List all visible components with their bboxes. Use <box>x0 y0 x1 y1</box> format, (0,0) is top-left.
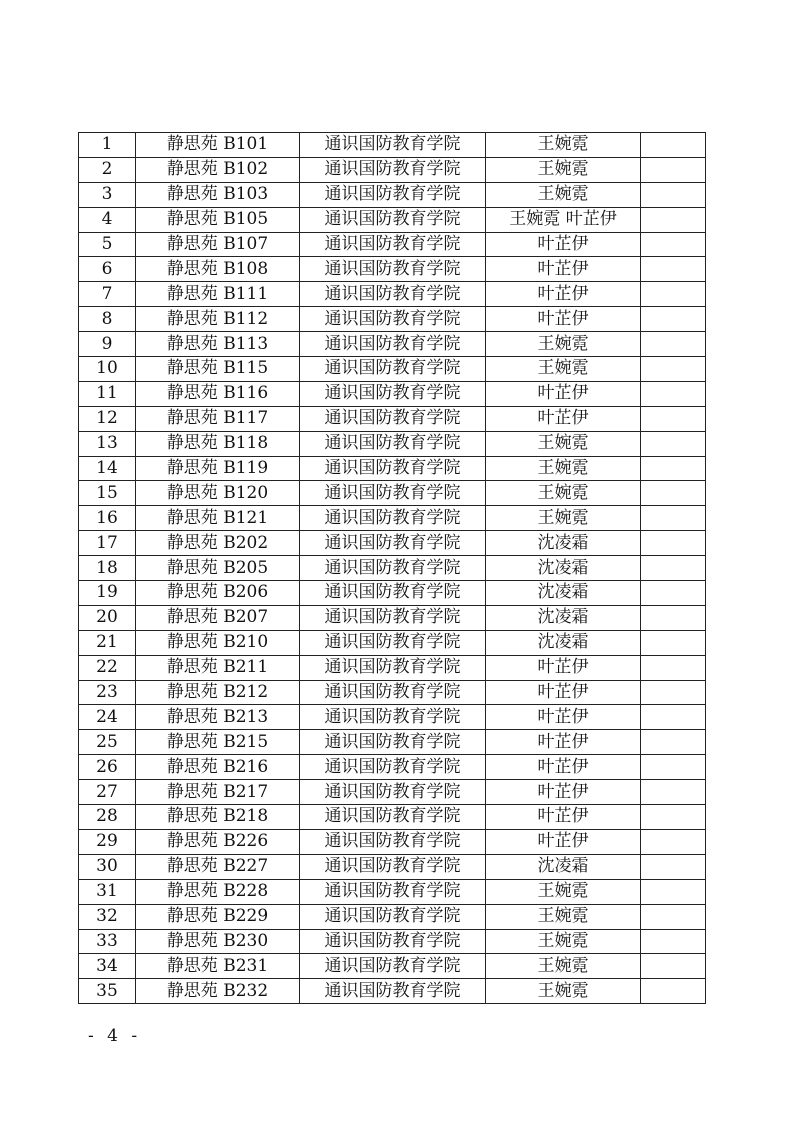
staff-name-cell: 叶芷伊 <box>486 805 641 830</box>
row-number-cell: 1 <box>79 133 136 158</box>
table-row <box>79 755 706 780</box>
note-cell <box>641 780 706 805</box>
row-number-cell: 18 <box>79 556 136 581</box>
dorm-room-cell: 静思苑 B107 <box>136 232 300 257</box>
row-number-cell: 13 <box>79 431 136 456</box>
college-cell: 通识国防教育学院 <box>300 207 486 232</box>
note-cell <box>641 207 706 232</box>
row-number-cell: 21 <box>79 630 136 655</box>
row-number-cell: 20 <box>79 605 136 630</box>
dorm-room-cell: 静思苑 B228 <box>136 879 300 904</box>
college-cell: 通识国防教育学院 <box>300 879 486 904</box>
dorm-room-cell: 静思苑 B117 <box>136 406 300 431</box>
table-row <box>79 705 706 730</box>
staff-name-cell: 叶芷伊 <box>486 307 641 332</box>
staff-name-cell: 叶芷伊 <box>486 406 641 431</box>
row-number-cell: 4 <box>79 207 136 232</box>
dorm-room-cell: 静思苑 B103 <box>136 182 300 207</box>
staff-name-cell: 王婉霓 叶芷伊 <box>486 207 641 232</box>
dorm-room-cell: 静思苑 B215 <box>136 730 300 755</box>
dorm-room-cell: 静思苑 B227 <box>136 854 300 879</box>
row-number-cell: 3 <box>79 182 136 207</box>
note-cell <box>641 605 706 630</box>
table-row <box>79 282 706 307</box>
dorm-room-cell: 静思苑 B226 <box>136 829 300 854</box>
note-cell <box>641 406 706 431</box>
college-cell: 通识国防教育学院 <box>300 531 486 556</box>
college-cell: 通识国防教育学院 <box>300 157 486 182</box>
row-number-cell: 33 <box>79 929 136 954</box>
college-cell: 通识国防教育学院 <box>300 581 486 606</box>
note-cell <box>641 481 706 506</box>
row-number-cell: 22 <box>79 655 136 680</box>
staff-name-cell: 叶芷伊 <box>486 257 641 282</box>
dorm-room-cell: 静思苑 B119 <box>136 456 300 481</box>
dorm-room-cell: 静思苑 B101 <box>136 133 300 158</box>
dorm-room-cell: 静思苑 B212 <box>136 680 300 705</box>
note-cell <box>641 904 706 929</box>
note-cell <box>641 332 706 357</box>
college-cell: 通识国防教育学院 <box>300 406 486 431</box>
table-row <box>79 854 706 879</box>
dormitory-roster-table <box>78 132 706 1004</box>
row-number-cell: 35 <box>79 979 136 1004</box>
dorm-room-cell: 静思苑 B111 <box>136 282 300 307</box>
college-cell: 通识国防教育学院 <box>300 282 486 307</box>
staff-name-cell: 叶芷伊 <box>486 232 641 257</box>
staff-name-cell: 叶芷伊 <box>486 730 641 755</box>
college-cell: 通识国防教育学院 <box>300 805 486 830</box>
staff-name-cell: 叶芷伊 <box>486 780 641 805</box>
note-cell <box>641 456 706 481</box>
table-row <box>79 257 706 282</box>
dorm-room-cell: 静思苑 B205 <box>136 556 300 581</box>
note-cell <box>641 133 706 158</box>
row-number-cell: 7 <box>79 282 136 307</box>
dorm-room-cell: 静思苑 B211 <box>136 655 300 680</box>
college-cell: 通识国防教育学院 <box>300 307 486 332</box>
row-number-cell: 15 <box>79 481 136 506</box>
table-row <box>79 207 706 232</box>
staff-name-cell: 沈凌霜 <box>486 854 641 879</box>
table-row <box>79 381 706 406</box>
row-number-cell: 29 <box>79 829 136 854</box>
dorm-room-cell: 静思苑 B115 <box>136 357 300 382</box>
dorm-room-cell: 静思苑 B118 <box>136 431 300 456</box>
dorm-room-cell: 静思苑 B232 <box>136 979 300 1004</box>
row-number-cell: 28 <box>79 805 136 830</box>
row-number-cell: 5 <box>79 232 136 257</box>
row-number-cell: 31 <box>79 879 136 904</box>
staff-name-cell: 王婉霓 <box>486 506 641 531</box>
roster-table-body <box>79 133 706 1004</box>
note-cell <box>641 431 706 456</box>
college-cell: 通识国防教育学院 <box>300 357 486 382</box>
note-cell <box>641 705 706 730</box>
staff-name-cell: 王婉霓 <box>486 182 641 207</box>
staff-name-cell: 叶芷伊 <box>486 755 641 780</box>
table-row <box>79 406 706 431</box>
note-cell <box>641 755 706 780</box>
note-cell <box>641 381 706 406</box>
college-cell: 通识国防教育学院 <box>300 431 486 456</box>
college-cell: 通识国防教育学院 <box>300 133 486 158</box>
row-number-cell: 26 <box>79 755 136 780</box>
row-number-cell: 34 <box>79 954 136 979</box>
table-row <box>79 431 706 456</box>
dorm-room-cell: 静思苑 B231 <box>136 954 300 979</box>
row-number-cell: 2 <box>79 157 136 182</box>
table-row <box>79 456 706 481</box>
staff-name-cell: 沈凌霜 <box>486 630 641 655</box>
note-cell <box>641 854 706 879</box>
note-cell <box>641 182 706 207</box>
table-row <box>79 680 706 705</box>
note-cell <box>641 630 706 655</box>
staff-name-cell: 沈凌霜 <box>486 556 641 581</box>
staff-name-cell: 王婉霓 <box>486 929 641 954</box>
dorm-room-cell: 静思苑 B213 <box>136 705 300 730</box>
note-cell <box>641 929 706 954</box>
note-cell <box>641 829 706 854</box>
row-number-cell: 17 <box>79 531 136 556</box>
dorm-room-cell: 静思苑 B218 <box>136 805 300 830</box>
staff-name-cell: 沈凌霜 <box>486 531 641 556</box>
staff-name-cell: 王婉霓 <box>486 332 641 357</box>
row-number-cell: 30 <box>79 854 136 879</box>
college-cell: 通识国防教育学院 <box>300 979 486 1004</box>
row-number-cell: 32 <box>79 904 136 929</box>
college-cell: 通识国防教育学院 <box>300 332 486 357</box>
table-row <box>79 655 706 680</box>
staff-name-cell: 王婉霓 <box>486 954 641 979</box>
table-row <box>79 879 706 904</box>
row-number-cell: 25 <box>79 730 136 755</box>
row-number-cell: 12 <box>79 406 136 431</box>
dorm-room-cell: 静思苑 B229 <box>136 904 300 929</box>
college-cell: 通识国防教育学院 <box>300 456 486 481</box>
table-row <box>79 979 706 1004</box>
table-row <box>79 730 706 755</box>
staff-name-cell: 叶芷伊 <box>486 381 641 406</box>
table-row <box>79 232 706 257</box>
college-cell: 通识国防教育学院 <box>300 481 486 506</box>
note-cell <box>641 805 706 830</box>
note-cell <box>641 506 706 531</box>
dorm-room-cell: 静思苑 B216 <box>136 755 300 780</box>
table-row <box>79 581 706 606</box>
row-number-cell: 24 <box>79 705 136 730</box>
college-cell: 通识国防教育学院 <box>300 954 486 979</box>
table-row <box>79 556 706 581</box>
dorm-room-cell: 静思苑 B210 <box>136 630 300 655</box>
note-cell <box>641 979 706 1004</box>
college-cell: 通识国防教育学院 <box>300 829 486 854</box>
row-number-cell: 16 <box>79 506 136 531</box>
table-row <box>79 332 706 357</box>
table-row <box>79 182 706 207</box>
row-number-cell: 9 <box>79 332 136 357</box>
college-cell: 通识国防教育学院 <box>300 730 486 755</box>
dorm-room-cell: 静思苑 B105 <box>136 207 300 232</box>
row-number-cell: 8 <box>79 307 136 332</box>
table-row <box>79 531 706 556</box>
college-cell: 通识国防教育学院 <box>300 630 486 655</box>
note-cell <box>641 307 706 332</box>
college-cell: 通识国防教育学院 <box>300 182 486 207</box>
staff-name-cell: 王婉霓 <box>486 979 641 1004</box>
college-cell: 通识国防教育学院 <box>300 506 486 531</box>
dorm-room-cell: 静思苑 B108 <box>136 257 300 282</box>
dorm-room-cell: 静思苑 B116 <box>136 381 300 406</box>
staff-name-cell: 沈凌霜 <box>486 605 641 630</box>
table-row <box>79 357 706 382</box>
staff-name-cell: 王婉霓 <box>486 879 641 904</box>
dorm-room-cell: 静思苑 B230 <box>136 929 300 954</box>
staff-name-cell: 叶芷伊 <box>486 829 641 854</box>
dorm-room-cell: 静思苑 B121 <box>136 506 300 531</box>
note-cell <box>641 680 706 705</box>
college-cell: 通识国防教育学院 <box>300 780 486 805</box>
row-number-cell: 27 <box>79 780 136 805</box>
row-number-cell: 11 <box>79 381 136 406</box>
dorm-room-cell: 静思苑 B217 <box>136 780 300 805</box>
college-cell: 通识国防教育学院 <box>300 680 486 705</box>
table-row <box>79 929 706 954</box>
college-cell: 通识国防教育学院 <box>300 929 486 954</box>
page-number: - 4 - <box>88 1026 142 1046</box>
table-row <box>79 805 706 830</box>
row-number-cell: 23 <box>79 680 136 705</box>
note-cell <box>641 556 706 581</box>
college-cell: 通识国防教育学院 <box>300 257 486 282</box>
staff-name-cell: 王婉霓 <box>486 157 641 182</box>
note-cell <box>641 357 706 382</box>
college-cell: 通识国防教育学院 <box>300 755 486 780</box>
row-number-cell: 6 <box>79 257 136 282</box>
staff-name-cell: 王婉霓 <box>486 904 641 929</box>
table-row <box>79 780 706 805</box>
staff-name-cell: 王婉霓 <box>486 133 641 158</box>
note-cell <box>641 879 706 904</box>
table-row <box>79 904 706 929</box>
note-cell <box>641 655 706 680</box>
note-cell <box>641 531 706 556</box>
row-number-cell: 10 <box>79 357 136 382</box>
table-row <box>79 133 706 158</box>
college-cell: 通识国防教育学院 <box>300 655 486 680</box>
note-cell <box>641 257 706 282</box>
note-cell <box>641 581 706 606</box>
staff-name-cell: 王婉霓 <box>486 357 641 382</box>
table-row <box>79 630 706 655</box>
note-cell <box>641 232 706 257</box>
staff-name-cell: 王婉霓 <box>486 456 641 481</box>
college-cell: 通识国防教育学院 <box>300 232 486 257</box>
staff-name-cell: 王婉霓 <box>486 481 641 506</box>
note-cell <box>641 730 706 755</box>
dorm-room-cell: 静思苑 B207 <box>136 605 300 630</box>
dorm-room-cell: 静思苑 B120 <box>136 481 300 506</box>
staff-name-cell: 沈凌霜 <box>486 581 641 606</box>
staff-name-cell: 叶芷伊 <box>486 705 641 730</box>
college-cell: 通识国防教育学院 <box>300 381 486 406</box>
table-row <box>79 481 706 506</box>
table-row <box>79 157 706 182</box>
note-cell <box>641 157 706 182</box>
staff-name-cell: 王婉霓 <box>486 431 641 456</box>
staff-name-cell: 叶芷伊 <box>486 655 641 680</box>
note-cell <box>641 282 706 307</box>
dorm-room-cell: 静思苑 B112 <box>136 307 300 332</box>
note-cell <box>641 954 706 979</box>
dorm-room-cell: 静思苑 B102 <box>136 157 300 182</box>
row-number-cell: 19 <box>79 581 136 606</box>
college-cell: 通识国防教育学院 <box>300 556 486 581</box>
table-row <box>79 829 706 854</box>
dorm-room-cell: 静思苑 B202 <box>136 531 300 556</box>
college-cell: 通识国防教育学院 <box>300 904 486 929</box>
college-cell: 通识国防教育学院 <box>300 705 486 730</box>
college-cell: 通识国防教育学院 <box>300 605 486 630</box>
row-number-cell: 14 <box>79 456 136 481</box>
college-cell: 通识国防教育学院 <box>300 854 486 879</box>
staff-name-cell: 叶芷伊 <box>486 282 641 307</box>
staff-name-cell: 叶芷伊 <box>486 680 641 705</box>
table-row <box>79 506 706 531</box>
table-row <box>79 605 706 630</box>
table-row <box>79 954 706 979</box>
dorm-room-cell: 静思苑 B113 <box>136 332 300 357</box>
table-row <box>79 307 706 332</box>
dorm-room-cell: 静思苑 B206 <box>136 581 300 606</box>
